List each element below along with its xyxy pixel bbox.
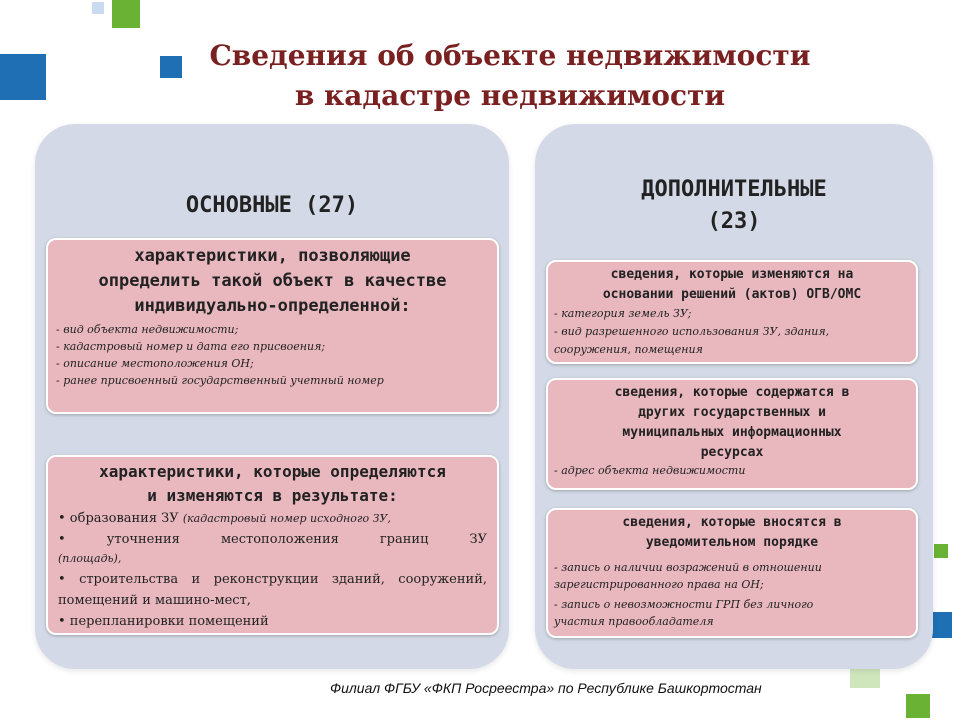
panel-additional: [535, 124, 933, 669]
bullet-text: • образования ЗУ: [58, 511, 183, 526]
box-heading-line: характеристики, которые определяются: [99, 462, 446, 481]
list-item: - запись о наличии возражений в отношении: [554, 561, 822, 574]
list-item: - вид разрешенного использования ЗУ, здания,: [554, 325, 830, 338]
box-heading: [554, 265, 910, 305]
list-item: - ранее присвоенный государственный учетный номер: [56, 374, 384, 387]
box-decisions: [546, 260, 918, 364]
bullet-formation: [58, 508, 487, 529]
box-heading: [554, 383, 910, 463]
footer-branch-name: Филиал ФГБУ «ФКП Росреестра» по Республике Башкортостан: [330, 680, 762, 696]
box-identifying-characteristics: [46, 238, 499, 414]
panel-basic: [35, 124, 509, 669]
box-heading-line: сведения, которые содержатся в: [614, 385, 850, 400]
panel-basic-heading: ОСНОВНЫЕ (27): [185, 193, 359, 218]
bullet-boundaries: • уточнения местоположения границ ЗУ: [58, 532, 487, 547]
box-heading-line: сведения, которые изменяются на: [610, 267, 854, 282]
box-heading-line: определить такой объект в качестве: [98, 271, 447, 291]
box-info-resources: [546, 378, 918, 490]
list-item: - категория земель ЗУ;: [554, 307, 692, 320]
list-item: - вид объекта недвижимости;: [56, 323, 239, 336]
list-item: сооружения, помещения: [554, 343, 703, 356]
deco-square-green: [112, 0, 140, 28]
list-item: зарегистрированного права на ОН;: [554, 578, 764, 591]
title-line-1: Сведения об объекте недвижимости: [209, 39, 811, 72]
box-notification-order: [546, 508, 918, 638]
slide-title: [120, 36, 900, 116]
deco-square-blue: [0, 54, 46, 100]
box-heading-line: муниципальных информационных: [622, 425, 842, 440]
panel-additional-heading-line2: (23): [707, 209, 761, 234]
list-item: - запись о невозможности ГРП без личного: [554, 598, 814, 611]
deco-square-lightgreen: [850, 668, 880, 688]
list-item: - описание местоположения ОН;: [56, 357, 254, 370]
bullet-note: (площадь),: [58, 552, 122, 565]
box-heading-line: характеристики, позволяющие: [134, 246, 411, 266]
box-heading-line: уведомительном порядке: [645, 535, 819, 550]
box-changing-characteristics: [46, 455, 499, 635]
box-heading-line: сведения, которые вносятся в: [622, 515, 842, 530]
deco-square-green-right: [934, 544, 948, 558]
bullet-replanning: • перепланировки помещений: [58, 614, 269, 629]
title-line-2: в кадастре недвижимости: [294, 79, 726, 112]
bullet-construction: • строительства и реконструкции зданий, сооружений, помещений и машино-мест,: [58, 572, 487, 608]
list-item: участия правообладателя: [554, 615, 714, 628]
box-heading-line: основании решений (актов) ОГВ/ОМС: [602, 287, 862, 302]
bullet-note: (кадастровый номер исходного ЗУ,: [182, 512, 391, 525]
box-heading-line: и изменяются в результате:: [147, 486, 398, 505]
box-heading: [554, 513, 910, 553]
box-heading-line: других государственных и: [638, 405, 826, 420]
deco-square-lightblue: [92, 2, 104, 14]
box-heading: [58, 460, 487, 508]
panel-additional-heading-line1: ДОПОЛНИТЕЛЬНЫЕ: [641, 177, 827, 202]
panel-additional-heading: [535, 174, 933, 238]
list-item: - кадастровый номер и дата его присвоения;: [56, 340, 326, 353]
box-heading-line: ресурсах: [700, 445, 764, 460]
box-heading-line: индивидуально-определенной:: [134, 296, 411, 316]
box-heading: [56, 244, 489, 319]
deco-square-green-bottom: [906, 694, 930, 718]
list-item: - адрес объекта недвижимости: [554, 464, 746, 477]
